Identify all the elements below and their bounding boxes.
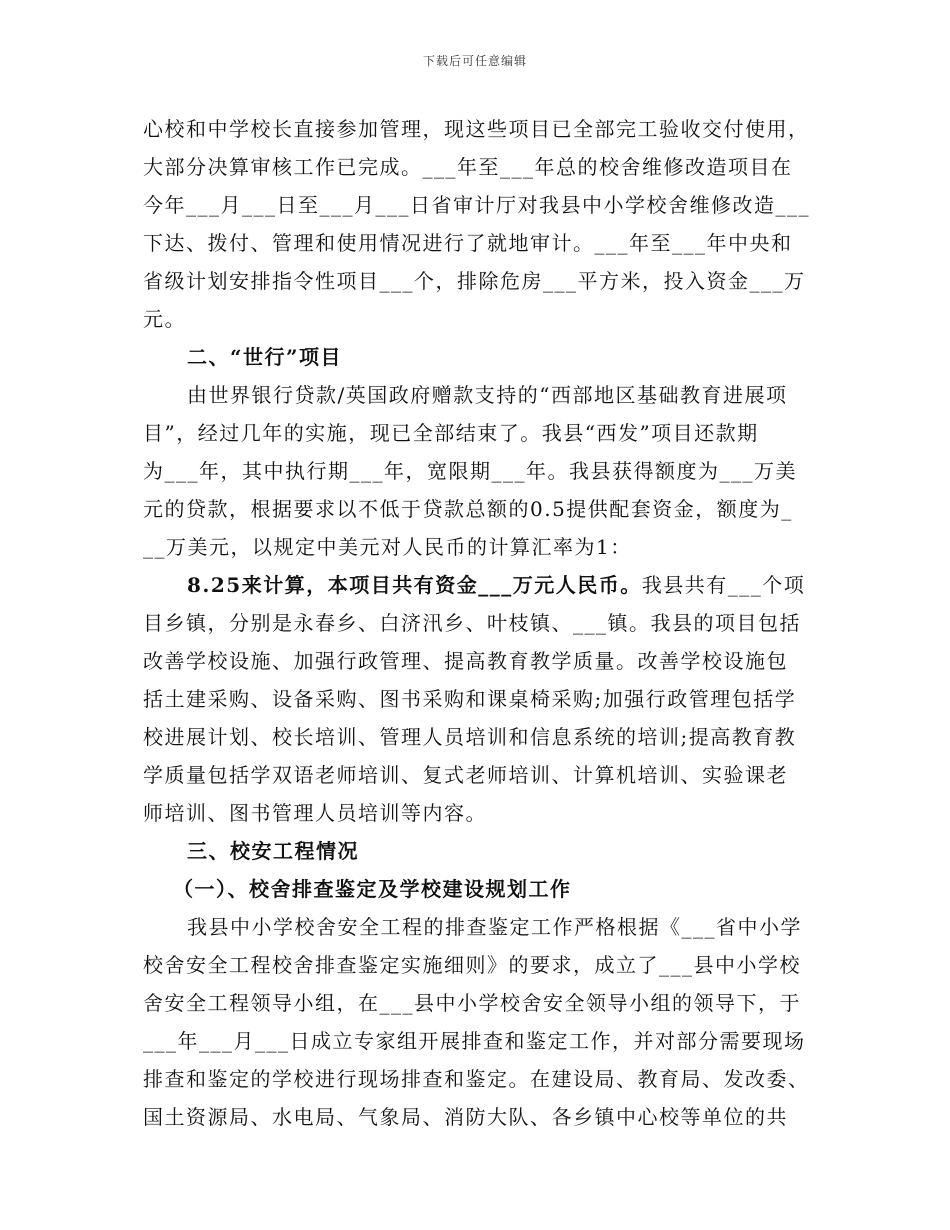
paragraph-line: 师培训、图书管理人员培训等内容。 xyxy=(143,801,487,825)
paragraph-line: 心校和中学校长直接参加管理，现这些项目已全部完工验收交付使用， xyxy=(143,117,810,141)
section-heading-world-bank: 二、“世行”项目 xyxy=(187,345,343,369)
paragraph-line: 学质量包括学双语老师培训、复式老师培训、计算机培训、实验课老 xyxy=(143,763,788,787)
paragraph-line: 由世界银行贷款/英国政府赠款支持的“西部地区基础教育进展项 xyxy=(187,383,788,407)
paragraph-line-tail: 我县共有___个项 xyxy=(641,573,806,597)
paragraph-line: 校舍安全工程校舍排查鉴定实施细则》的要求，成立了___县中小学校 xyxy=(143,953,801,977)
subsection-heading-inspection: （一）、校舍排查鉴定及学校建设规划工作 xyxy=(173,877,572,901)
paragraph-line: 国土资源局、水电局、气象局、消防大队、各乡镇中心校等单位的共 xyxy=(143,1105,788,1129)
paragraph-line: 大部分决算审核工作已完成。___年至___年总的校舍维修改造项目在 xyxy=(143,155,793,179)
paragraph-line: 我县中小学校舍安全工程的排查鉴定工作严格根据《___省中小学 xyxy=(187,915,802,939)
page-header: 下载后可任意编辑 xyxy=(422,54,527,68)
paragraph-line: 舍安全工程领导小组，在___县中小学校舍安全领导小组的领导下，于 xyxy=(143,991,801,1015)
paragraph-line: 元的贷款，根据要求以不低于贷款总额的0.5提供配套资金，额度为_ xyxy=(143,497,793,521)
paragraph-line: 下达、拨付、管理和使用情况进行了就地审计。___年至___年中央和 xyxy=(143,231,793,255)
paragraph-line: 为___年，其中执行期___年，宽限期___年。我县获得额度为___万美 xyxy=(143,459,797,483)
section-heading-school-safety: 三、校安工程情况 xyxy=(187,839,359,863)
paragraph-line: 改善学校设施、加强行政管理、提高教育教学质量。改善学校设施包 xyxy=(143,649,788,673)
document-body xyxy=(143,110,815,1136)
paragraph-line xyxy=(143,566,815,604)
paragraph-line: 省级计划安排指令性项目___个，排除危房___平方米，投入资金___万 xyxy=(143,269,806,293)
paragraph-line: 元。 xyxy=(143,307,186,331)
paragraph-line: ___年___月___日成立专家组开展排查和鉴定工作，并对部分需要现场 xyxy=(143,1029,806,1053)
paragraph-line: 目乡镇，分别是永春乡、白济汛乡、叶枝镇、___镇。我县的项目包括 xyxy=(143,611,801,635)
paragraph-line: 排查和鉴定的学校进行现场排查和鉴定。在建设局、教育局、发改委、 xyxy=(143,1067,810,1091)
bold-funding-text: 8.25来计算，本项目共有资金___万元人民币。 xyxy=(187,573,642,597)
paragraph-line: 校进展计划、校长培训、管理人员培训和信息系统的培训;提高教育教 xyxy=(143,725,797,749)
paragraph-line: 目”，经过几年的实施，现已全部结束了。我县“西发”项目还款期 xyxy=(143,421,759,445)
paragraph-line: 括土建采购、设备采购、图书采购和课桌椅采购;加强行政管理包括学 xyxy=(143,687,797,711)
paragraph-line: __万美元，以规定中美元对人民币的计算汇率为1： xyxy=(143,535,632,559)
paragraph-line: 今年___月___日至___月___日省审计厅对我县中小学校舍维修改造___ xyxy=(143,193,810,217)
